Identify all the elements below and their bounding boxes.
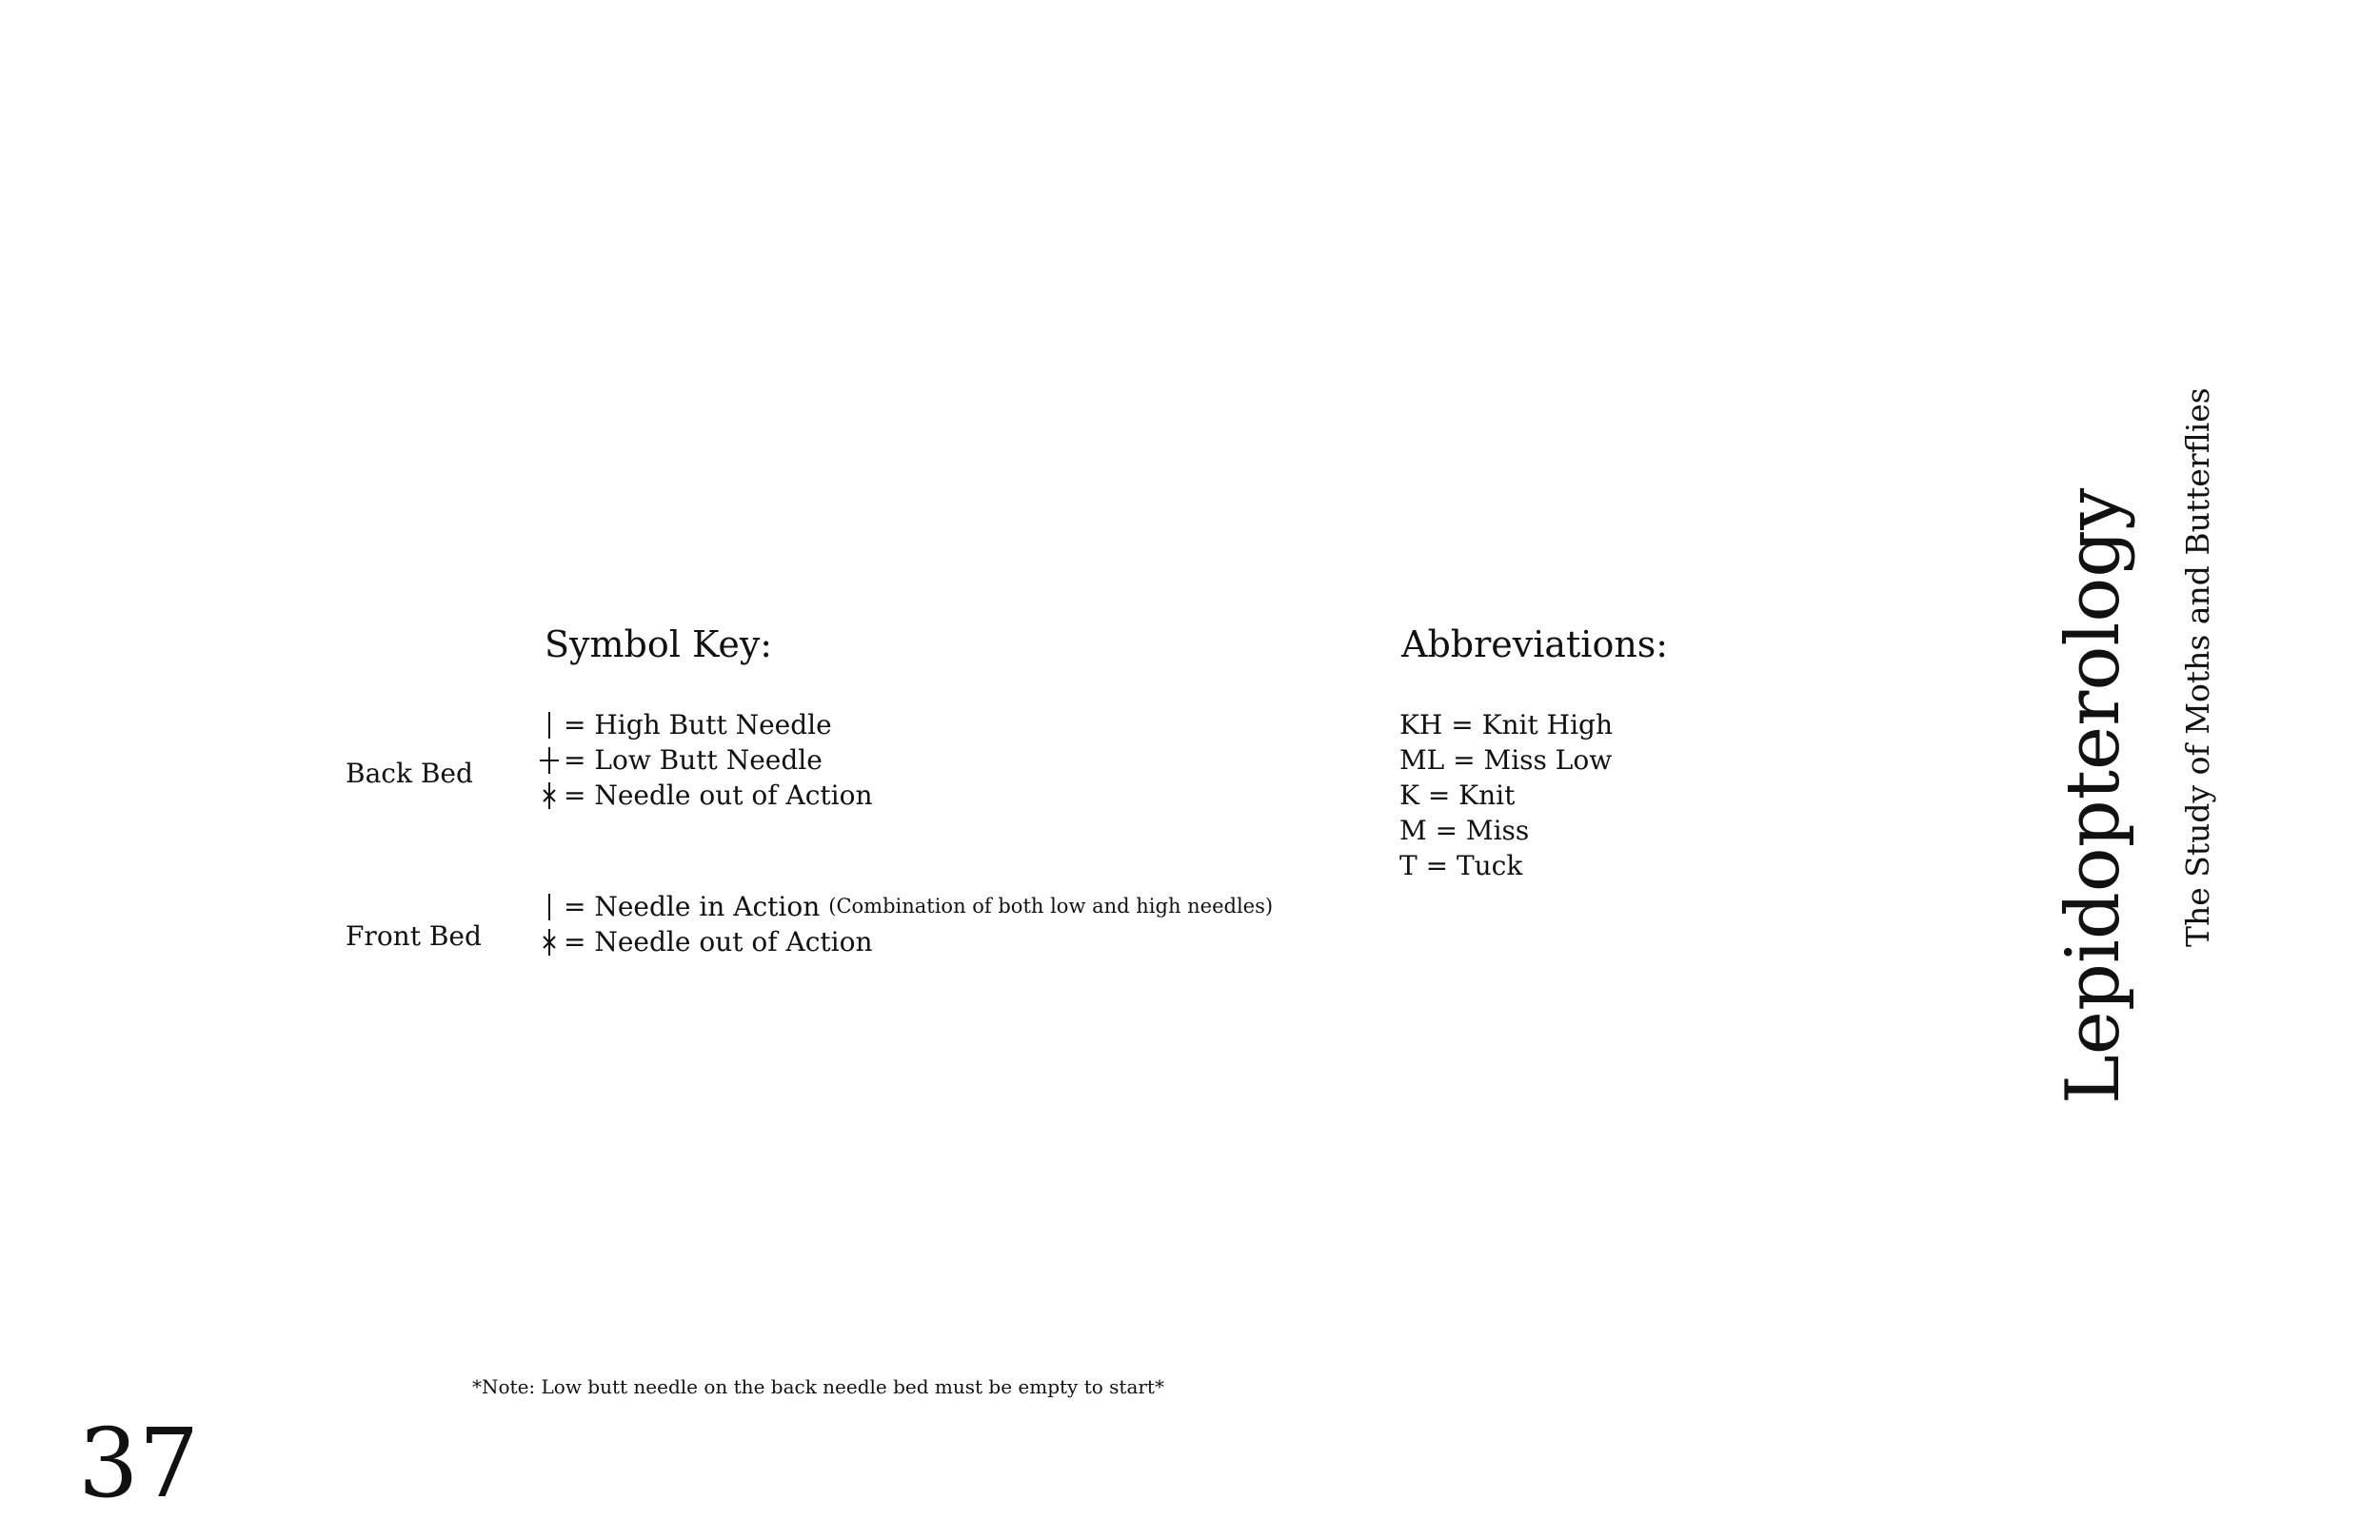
book-title: Lepidopterology xyxy=(2051,487,2136,1104)
abbreviations-heading: Abbreviations: xyxy=(1401,623,1669,665)
needle-out-of-action-icon xyxy=(539,926,560,958)
needle-out-of-action-icon xyxy=(539,780,560,812)
symbol-key-text: = Needle out of Action xyxy=(564,780,873,811)
abbreviation-item: T = Tuck xyxy=(1399,850,1523,881)
needle-in-action-icon xyxy=(539,891,560,923)
symbol-key-text: = Low Butt Needle xyxy=(564,744,823,776)
symbol-key-text: = Needle out of Action xyxy=(564,926,873,958)
back-bed-label: Back Bed xyxy=(346,758,473,789)
symbol-key-heading: Symbol Key: xyxy=(545,623,773,665)
footnote: *Note: Low butt needle on the back needle bed must be empty to start* xyxy=(472,1375,1164,1398)
symbol-key-note: (Combination of both low and high needles) xyxy=(828,895,1274,918)
symbol-key-item-low-butt xyxy=(539,742,823,778)
page-number: 37 xyxy=(78,1408,200,1519)
abbreviation-item: KH = Knit High xyxy=(1399,709,1613,740)
symbol-key-item-high-butt xyxy=(539,707,832,742)
abbreviation-item: ML = Miss Low xyxy=(1399,744,1613,776)
symbol-key-text: = High Butt Needle xyxy=(564,709,832,740)
symbol-key-text: = Needle in Action xyxy=(564,891,821,922)
abbreviation-item: K = Knit xyxy=(1399,780,1516,811)
front-bed-label: Front Bed xyxy=(346,920,482,952)
abbreviation-item: M = Miss xyxy=(1399,815,1530,846)
book-subtitle: The Study of Moths and Butterflies xyxy=(2179,387,2216,947)
symbol-key-item-out-of-action-back xyxy=(539,778,873,813)
high-butt-needle-icon xyxy=(539,709,560,741)
low-butt-needle-icon xyxy=(539,744,560,777)
symbol-key-item-out-of-action-front xyxy=(539,924,873,959)
symbol-key-item-in-action-front xyxy=(539,889,1273,924)
